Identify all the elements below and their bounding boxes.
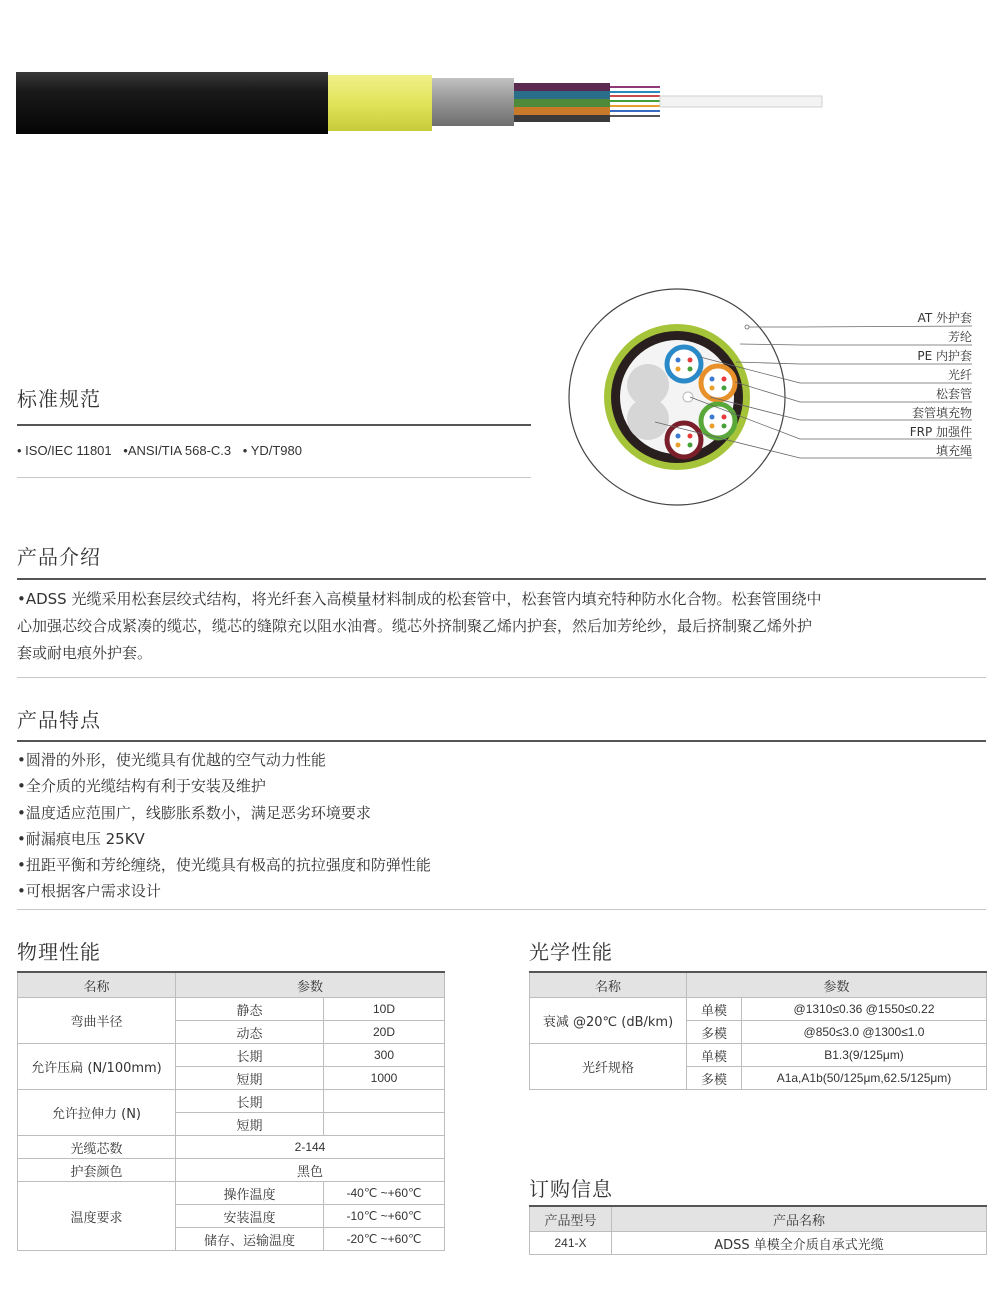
physical-head-param: 参数: [176, 972, 445, 998]
label-filler-rope: 填充绳: [935, 444, 972, 458]
intro-bottom-rule: [17, 677, 986, 678]
tensile-long-label: 长期: [176, 1090, 324, 1113]
spec-mm-label: 多模: [687, 1067, 742, 1090]
feature-item: •圆滑的外形，使光缆具有优越的空气动力性能: [17, 751, 326, 769]
intro-line: •ADSS 光缆采用松套层绞式结构，将光纤套入高模量材料制成的松套管中，松套管内填充特种防水化合物。松套管围绕中: [17, 590, 822, 608]
bend-static-label: 静态: [176, 998, 324, 1021]
crush-short-label: 短期: [176, 1067, 324, 1090]
optical-title: 光学性能: [529, 940, 613, 964]
spec-mm-value: A1a,A1b(50/125μm,62.5/125μm): [742, 1067, 987, 1090]
label-at-jacket: AT 外护套: [917, 311, 972, 325]
atten-sm-label: 单模: [687, 998, 742, 1021]
intro-line: 心加强芯绞合成紧凑的缆芯，缆芯的缝隙充以阻水油膏。缆芯外挤制聚乙烯内护套，然后加芳纶纱，最后挤制聚乙烯外护: [17, 617, 813, 635]
crush-long-value: 300: [324, 1044, 445, 1067]
crush-long-label: 长期: [176, 1044, 324, 1067]
feature-item: •扭距平衡和芳纶缠绕，使光缆具有极高的抗拉强度和防弹性能: [17, 856, 431, 875]
tensile-short-value: [324, 1113, 445, 1136]
frp-strength-member: [660, 96, 822, 107]
label-aramid: 芳纶: [947, 330, 972, 344]
outer-jacket-segment: [16, 72, 328, 134]
order-title: 订购信息: [529, 1177, 613, 1201]
intro-rule: [17, 578, 986, 580]
standard-item: •ANSI/TIA 568-C.3: [123, 443, 232, 458]
filler-rope-2: [627, 398, 669, 440]
intro-paragraph: [17, 586, 986, 667]
loose-tube-3: [514, 99, 610, 107]
inner-jacket-segment: [432, 78, 514, 126]
feature-item: •耐漏痕电压 25KV: [17, 829, 145, 848]
standards-bottom-rule: [17, 477, 531, 478]
tensile-short-label: 短期: [176, 1113, 324, 1136]
temp-storage-label: 储存、运输温度: [176, 1228, 324, 1251]
fiber-spec-name: 光纤规格: [530, 1044, 687, 1090]
label-pe-inner-jacket: PE 内护套: [917, 349, 972, 363]
physical-title: 物理性能: [17, 940, 101, 964]
loose-tube-blue: [667, 347, 701, 381]
feature-item: •温度适应范围广，线膨胀系数小，满足恶劣环境要求: [17, 803, 371, 822]
order-name-value: ADSS 单模全介质自承式光缆: [612, 1232, 987, 1255]
feature-item: •全介质的光缆结构有利于安装及维护: [17, 777, 266, 796]
intro-title: 产品介绍: [17, 545, 101, 569]
physical-head-name: 名称: [18, 972, 176, 998]
aramid-segment: [328, 75, 432, 131]
tensile-name: 允许拉伸力 (N): [18, 1090, 176, 1136]
loose-tube-2: [514, 91, 610, 99]
features-title: 产品特点: [17, 708, 101, 732]
label-frp: FRP 加强件: [909, 425, 972, 439]
bend-radius-name: 弯曲半径: [18, 998, 176, 1044]
frp-center: [683, 392, 693, 402]
bend-dynamic-label: 动态: [176, 1021, 324, 1044]
label-tube-filling: 套管填充物: [911, 406, 972, 420]
standard-item: • YD/T980: [242, 443, 302, 458]
temp-operating-value: -40℃ ~+60℃: [324, 1182, 445, 1205]
temp-storage-value: -20℃ ~+60℃: [324, 1228, 445, 1251]
optical-head-param: 参数: [687, 972, 987, 998]
features-list: [17, 747, 986, 905]
fiber-strands: [610, 87, 660, 116]
temperature-name: 温度要求: [18, 1182, 176, 1251]
optical-table: [529, 971, 987, 1090]
loose-tube-green: [701, 404, 735, 438]
loose-tube-maroon: [667, 423, 701, 457]
standards-list: [17, 443, 310, 458]
jacket-color-name: 护套颜色: [18, 1159, 176, 1182]
temp-operating-label: 操作温度: [176, 1182, 324, 1205]
optical-head-name: 名称: [530, 972, 687, 998]
label-fiber: 光纤: [947, 368, 972, 382]
standards-title: 标准规范: [17, 387, 101, 411]
order-head-name: 产品名称: [612, 1206, 987, 1232]
bend-static-value: 10D: [324, 998, 445, 1021]
intro-line: 套或耐电痕外护套。: [17, 644, 153, 662]
atten-mm-value: @850≤3.0 @1300≤1.0: [742, 1021, 987, 1044]
loose-tube-4: [514, 107, 610, 115]
spec-sm-label: 单模: [687, 1044, 742, 1067]
label-loose-tube: 松套管: [935, 387, 972, 401]
loose-tube-5: [514, 115, 610, 122]
atten-sm-value: @1310≤0.36 @1550≤0.22: [742, 998, 987, 1021]
fiber-count-value: 2-144: [176, 1136, 445, 1159]
cable-side-illustration: [0, 60, 840, 150]
tensile-long-value: [324, 1090, 445, 1113]
cross-section-labels: [852, 309, 972, 461]
order-head-model: 产品型号: [530, 1206, 612, 1232]
features-rule: [17, 740, 986, 742]
jacket-color-value: 黑色: [176, 1159, 445, 1182]
temp-install-label: 安装温度: [176, 1205, 324, 1228]
physical-table: [17, 971, 445, 1251]
features-bottom-rule: [17, 909, 986, 910]
temp-install-value: -10℃ ~+60℃: [324, 1205, 445, 1228]
fiber-count-name: 光缆芯数: [18, 1136, 176, 1159]
standard-item: • ISO/IEC 11801: [17, 443, 112, 458]
order-table: [529, 1205, 987, 1255]
spec-sm-value: B1.3(9/125μm): [742, 1044, 987, 1067]
attenuation-name: 衰减 @20℃ (dB/km): [530, 998, 687, 1044]
atten-mm-label: 多模: [687, 1021, 742, 1044]
order-model-value: 241-X: [530, 1232, 612, 1255]
crush-name: 允许压扁 (N/100mm): [18, 1044, 176, 1090]
standards-rule: [17, 424, 531, 426]
loose-tube-orange: [701, 366, 735, 400]
feature-item: •可根据客户需求设计: [17, 882, 161, 901]
loose-tube-1: [514, 83, 610, 91]
crush-short-value: 1000: [324, 1067, 445, 1090]
bend-dynamic-value: 20D: [324, 1021, 445, 1044]
